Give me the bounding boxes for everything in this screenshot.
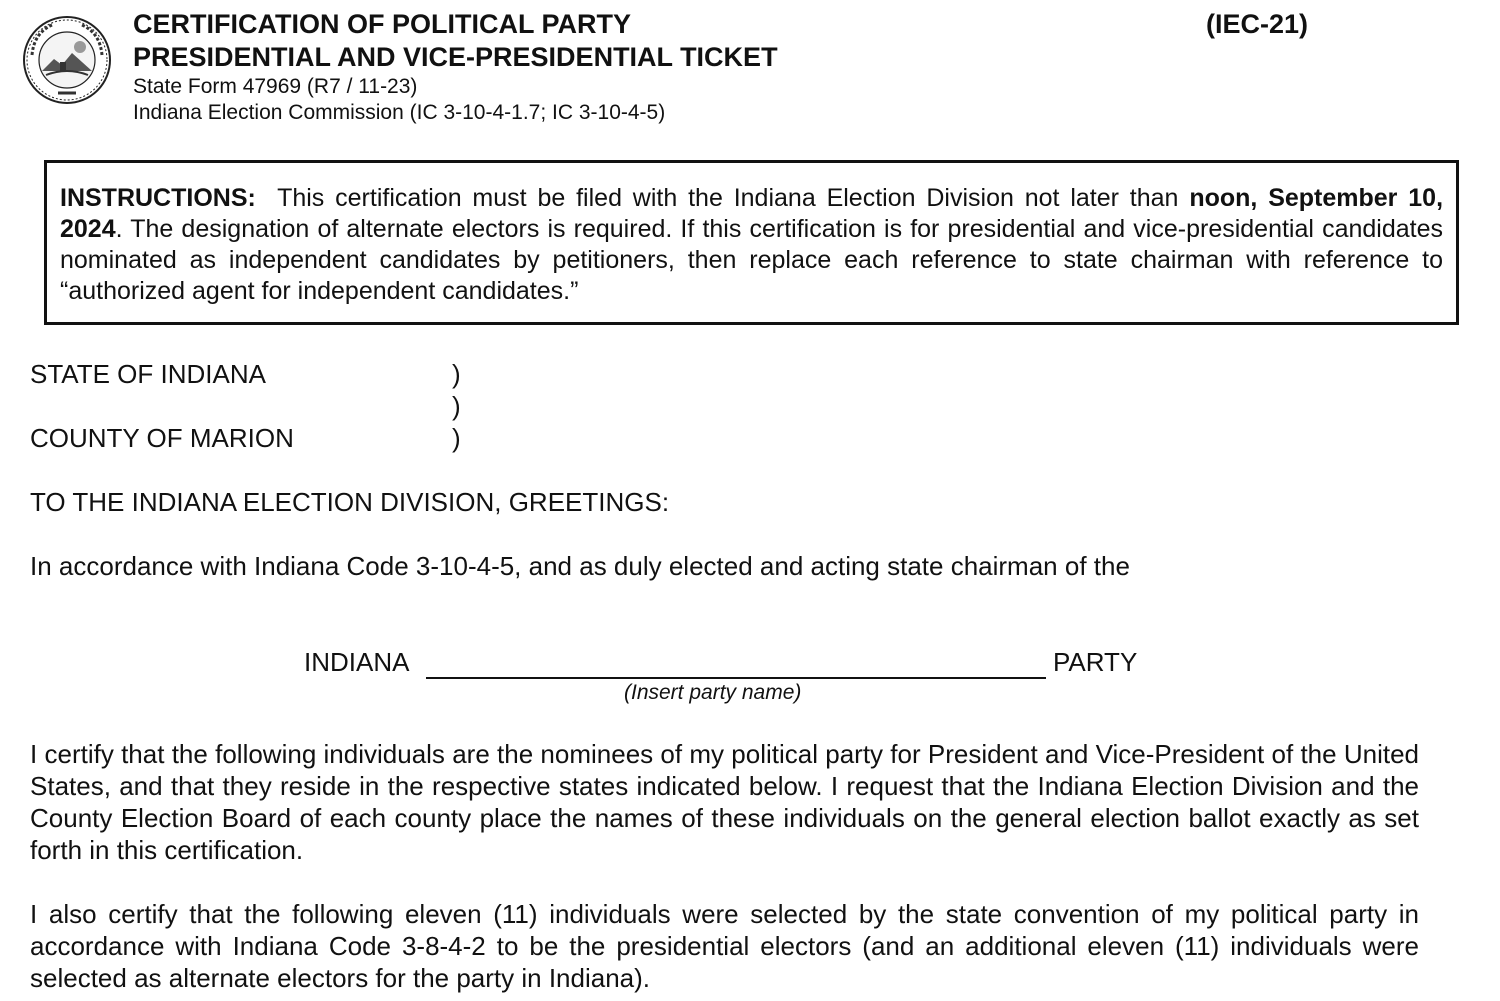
venue-state: STATE OF INDIANA <box>30 359 266 389</box>
accordance-statement: In accordance with Indiana Code 3-10-4-5, and as duly elected and acting state chairman of the <box>30 551 1130 581</box>
party-name-field[interactable] <box>426 677 1046 679</box>
instructions-text-2: . The designation of alternate electors is required. If this certification is for presidential and vice-presidential candidates nominated as independent candidates by petitioners, then replace each reference to state chairman with reference to “authorized agent for independent candidates.” <box>60 215 1443 305</box>
instructions-box <box>44 160 1459 325</box>
certify-nominees-paragraph: I certify that the following individuals are the nominees of my political party for President and Vice-President of the United States, and that they reside in the respective states indicated below. I request that the Indiana Election Division and the County Election Board of each county place the names of these individuals on the general election ballot exactly as set forth in this certification. <box>30 739 1419 865</box>
party-suffix: PARTY <box>1053 647 1138 677</box>
greeting: TO THE INDIANA ELECTION DIVISION, GREETINGS: <box>30 487 670 517</box>
form-number: State Form 47969 (R7 / 11-23) <box>133 75 418 98</box>
instructions-label: INSTRUCTIONS: <box>60 184 256 212</box>
party-prefix: INDIANA <box>304 647 410 677</box>
indiana-state-seal-icon <box>22 15 112 105</box>
form-title-line-1: CERTIFICATION OF POLITICAL PARTY <box>133 9 631 39</box>
commission-citation: Indiana Election Commission (IC 3-10-4-1.7; IC 3-10-4-5) <box>133 101 666 124</box>
instructions-deadline: noon, September 10, 2024 <box>60 184 1444 243</box>
form-code: (IEC-21) <box>1206 9 1309 39</box>
venue-bracket-3: ) <box>452 423 461 453</box>
venue-county: COUNTY OF MARION <box>30 423 294 453</box>
venue-bracket-1: ) <box>452 359 461 389</box>
seal-graphic <box>22 15 112 105</box>
instructions-text-1: This certification must be filed with the Indiana Election Division not later than <box>277 184 1179 212</box>
party-name-hint: (Insert party name) <box>624 681 802 704</box>
venue-bracket-2: ) <box>452 391 461 421</box>
certify-electors-paragraph: I also certify that the following eleven (11) individuals were selected by the state convention of my political party in accordance with Indiana Code 3-8-4-2 to be the presidential electors (and an additional eleven (11) individuals were selected as alternate electors for the party in Indiana). <box>30 899 1419 993</box>
form-title-line-2: PRESIDENTIAL AND VICE-PRESIDENTIAL TICKET <box>133 42 778 72</box>
